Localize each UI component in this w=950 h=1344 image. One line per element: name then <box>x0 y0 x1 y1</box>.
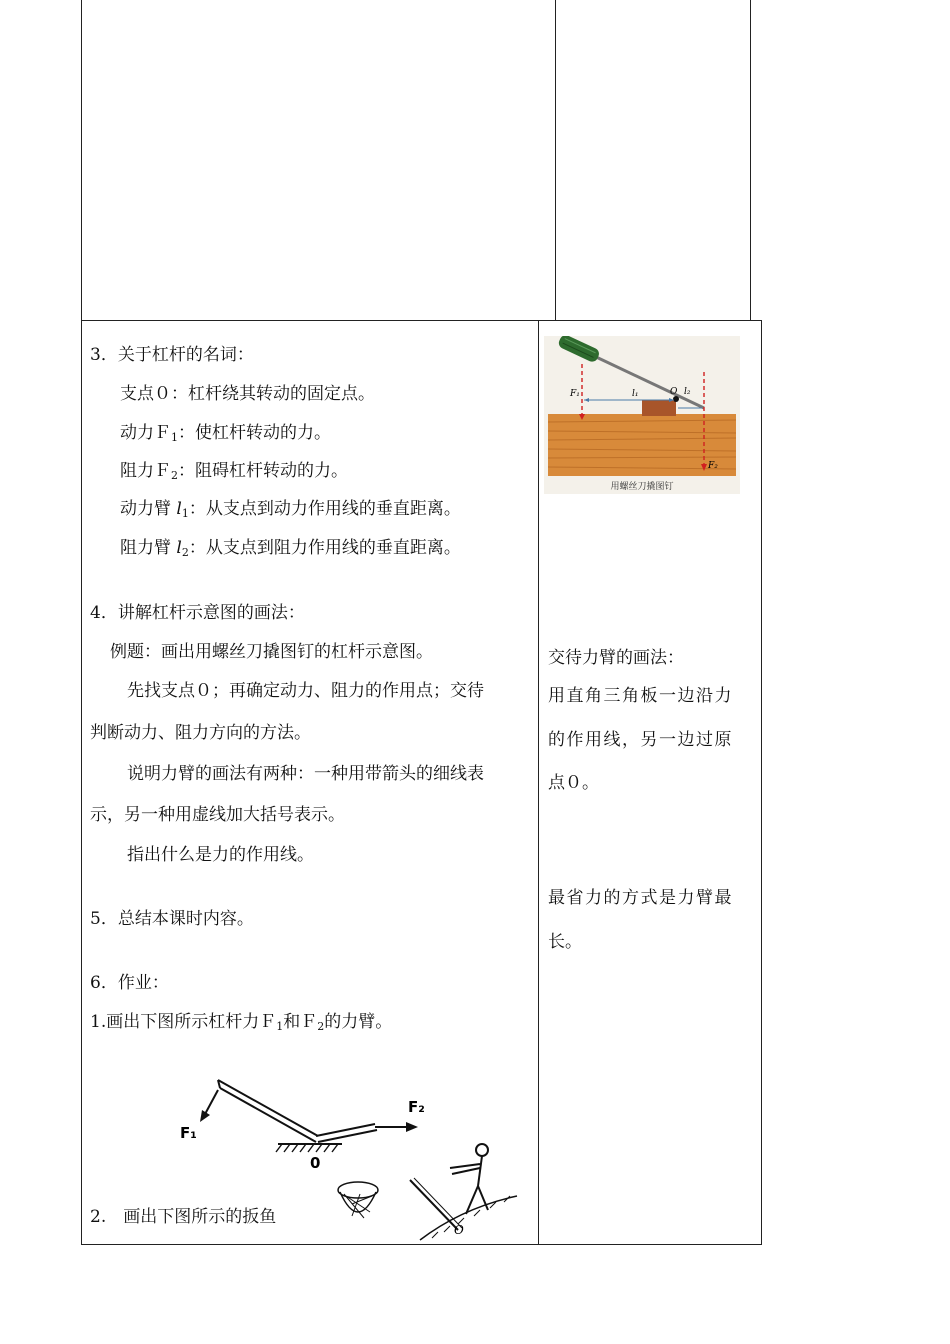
fishing-figure <box>332 1138 522 1244</box>
note2-line1: 最省力的方式是力臂最 <box>548 888 733 908</box>
effort-definition: 动力Ｆ$_1$：使杠杆转动的力。 <box>120 423 331 444</box>
f2-arrow <box>406 1122 418 1132</box>
note1-line4: 点０。 <box>548 773 599 793</box>
fulcrum-definition: 支点０：杠杆绕其转动的固定点。 <box>120 384 375 404</box>
step3-text: 指出什么是力的作用线。 <box>127 845 314 865</box>
fisherman-figure <box>450 1144 488 1214</box>
note1-line3: 的作用线，另一边过原 <box>548 730 733 750</box>
fishing-label-o: O <box>454 1223 464 1237</box>
lever-label-f2: F₂ <box>408 1098 425 1116</box>
figure-caption: 用螺丝刀撬图钉 <box>610 482 674 492</box>
fishing-pole <box>410 1180 458 1230</box>
load-arm-definition: 阻力臂 $l_2$：从支点到阻力作用线的垂直距离。 <box>120 538 461 559</box>
step2-line2: 示，另一种用虚线加大括号表示。 <box>90 805 345 825</box>
screwdriver-lever-figure <box>544 336 740 494</box>
item6-heading: 6．作业： <box>90 973 169 993</box>
label-o: O <box>670 387 678 397</box>
note1-line1: 交待力臂的画法： <box>548 648 684 668</box>
bank-slope <box>420 1196 517 1240</box>
note1-line2: 用直角三角板一边沿力 <box>548 686 733 706</box>
f1-arrow <box>200 1110 210 1122</box>
item3-heading: 3．关于杠杆的名词： <box>90 345 254 365</box>
label-f1: F₁ <box>570 389 580 399</box>
lever-long-arm <box>218 1080 318 1142</box>
homework1-text: 1.画出下图所示杠杆力Ｆ$_1$和Ｆ$_2$的力臂。 <box>90 1012 393 1033</box>
label-f2: F₂ <box>708 461 718 471</box>
label-l2: l₂ <box>684 387 691 397</box>
pivot-block <box>642 400 676 416</box>
homework2-text: 2. 画出下图所示的扳鱼 <box>90 1207 277 1227</box>
lever-label-o: 0 <box>310 1154 321 1172</box>
item4-heading: 4．讲解杠杆示意图的画法： <box>90 603 305 623</box>
note2-line2: 长。 <box>548 932 582 952</box>
label-l1: l₁ <box>632 389 639 399</box>
step1-line1: 先找支点０；再确定动力、阻力的作用点；交待 <box>127 681 484 701</box>
load-definition: 阻力Ｆ$_2$：阻碍杠杆转动的力。 <box>120 461 348 482</box>
step2-line1: 说明力臂的画法有两种：一种用带箭头的细线表 <box>127 764 484 784</box>
lever-label-f1: F₁ <box>180 1124 197 1142</box>
effort-arm-definition: 动力臂 $l_1$：从支点到动力作用线的垂直距离。 <box>120 499 461 520</box>
item5-text: 5．总结本课时内容。 <box>90 909 254 929</box>
step1-line2: 判断动力、阻力方向的方法。 <box>90 723 311 743</box>
fishing-net-icon <box>338 1182 378 1218</box>
example-text: 例题：画出用螺丝刀撬图钉的杠杆示意图。 <box>110 642 433 662</box>
